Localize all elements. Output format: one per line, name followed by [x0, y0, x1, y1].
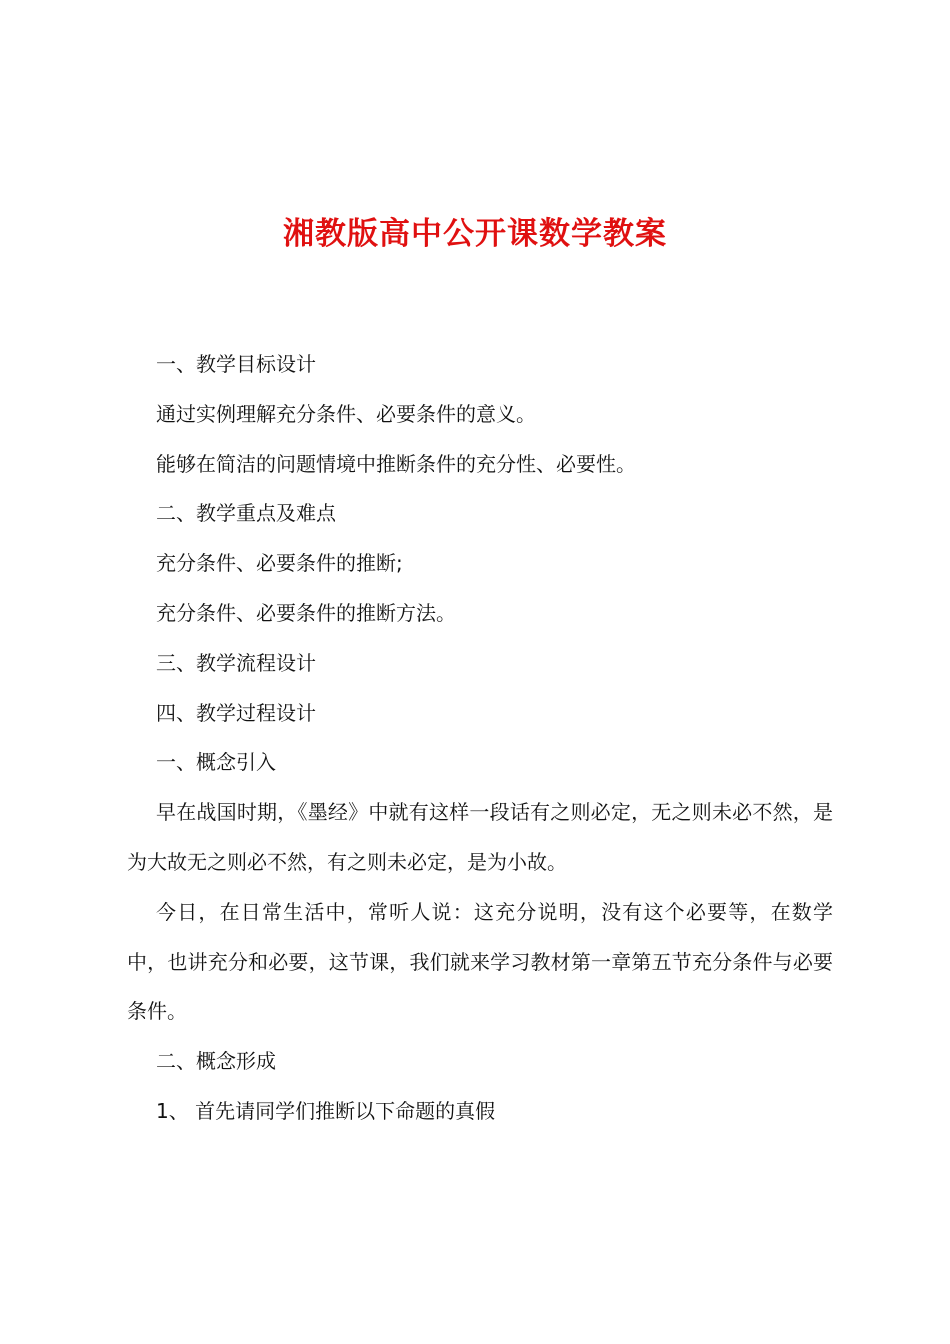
key-point-paragraph: 充分条件、必要条件的推断方法。 [156, 600, 456, 625]
body-paragraph: 今日，在日常生活中，常听人说：这充分说明，没有这个必要等，在数学中，也讲充分和必要，这节课，我们就来学习教材第一章第五节充分条件与必要条件。 [127, 899, 833, 1024]
body-paragraph: 早在战国时期，《墨经》中就有这样一段话有之则必定，无之则未必不然，是为大故无之则必不然，有之则未必定，是为小故。 [127, 800, 833, 874]
subsection-heading-introduction: 一、概念引入 [156, 750, 276, 775]
section-heading-key-points: 二、教学重点及难点 [156, 501, 336, 526]
section-heading-process: 四、教学过程设计 [156, 700, 316, 725]
objective-paragraph: 通过实例理解充分条件、必要条件的意义。 [156, 401, 536, 426]
objective-paragraph: 能够在简洁的问题情境中推断条件的充分性、必要性。 [156, 451, 636, 476]
document-body [127, 340, 833, 1137]
section-heading-flow: 三、教学流程设计 [156, 650, 316, 675]
numbered-paragraph: 1、 首先请同学们推断以下命题的真假 [156, 1098, 496, 1123]
key-point-paragraph: 充分条件、必要条件的推断; [156, 551, 403, 576]
document-title: 湘教版高中公开课数学教案 [283, 216, 667, 252]
subsection-heading-formation: 二、概念形成 [156, 1049, 276, 1074]
section-heading-objectives: 一、教学目标设计 [156, 352, 316, 376]
